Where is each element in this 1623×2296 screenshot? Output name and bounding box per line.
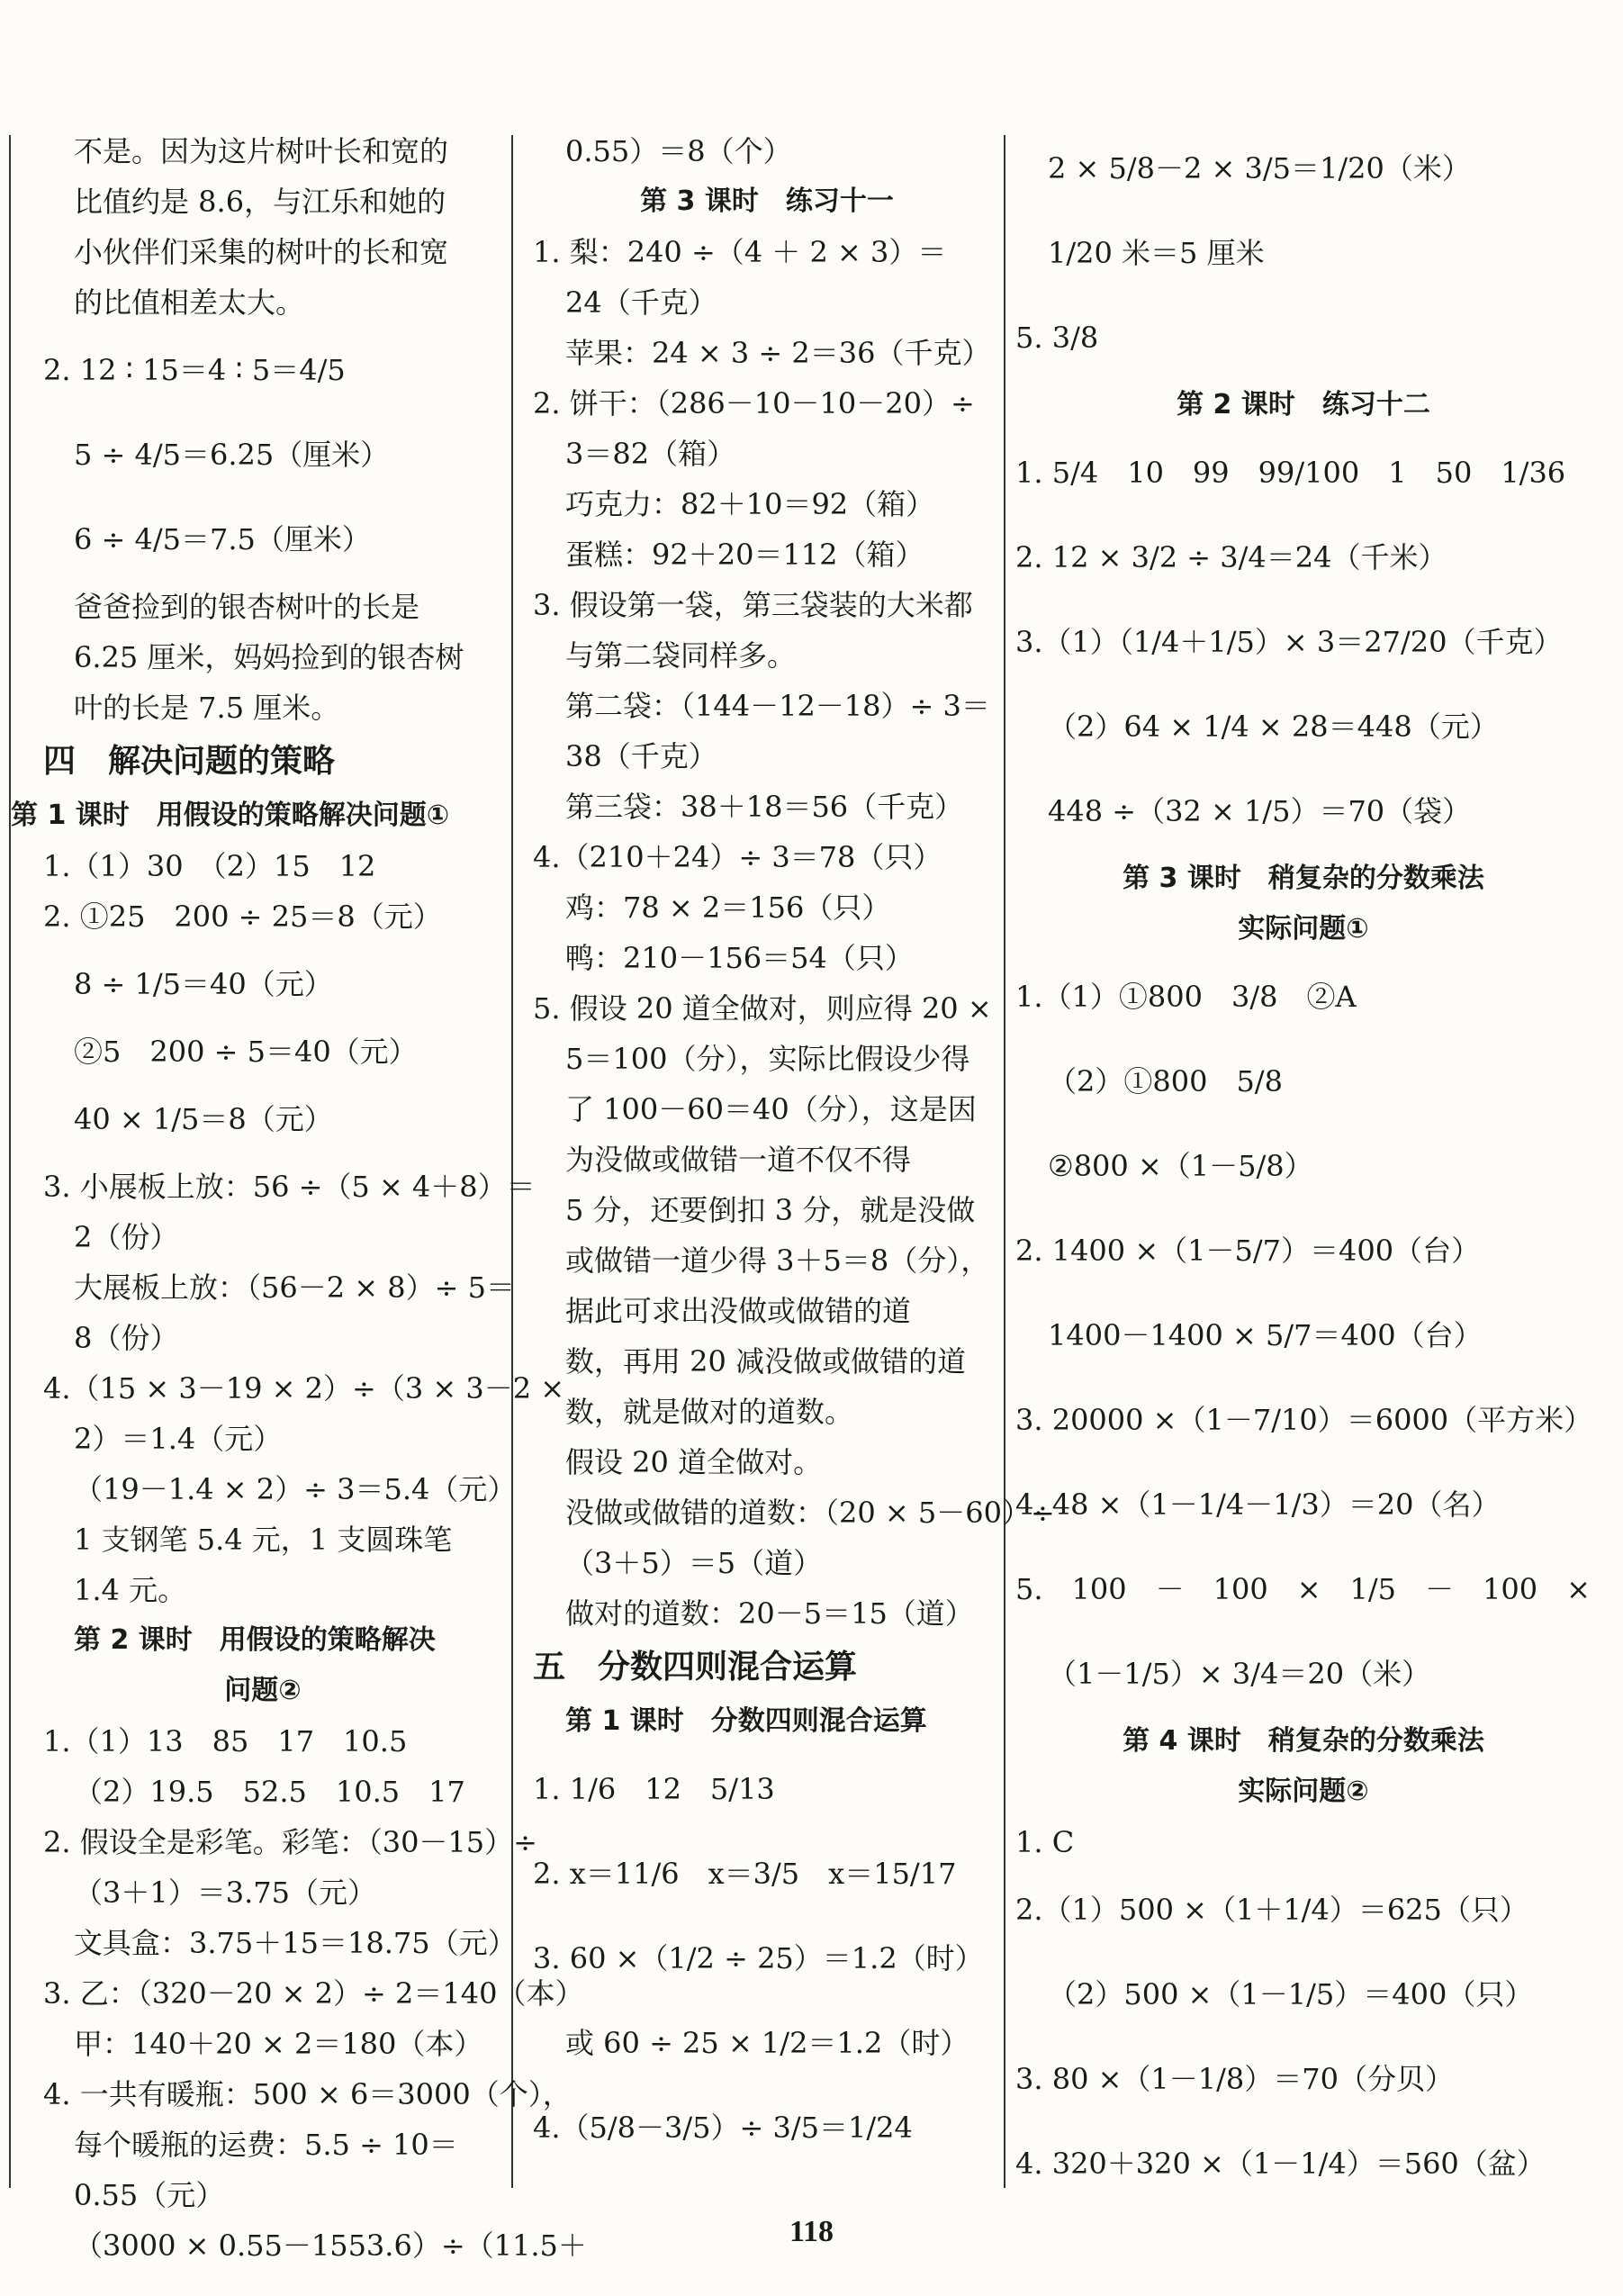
answer-line: 38（千克） (565, 739, 717, 773)
answer-line: ②5 200 ÷ 5＝40（元） (74, 1035, 418, 1069)
answer-line: ②800 ×（1－5/8） (1048, 1149, 1313, 1183)
answer-line: 2（份） (74, 1220, 179, 1254)
answer-line: 了 100－60＝40（分），这是因 (565, 1092, 977, 1126)
answer-line: 5. 100 － 100 × 1/5 － 100 × (1015, 1572, 1591, 1606)
answer-line: 数，再用 20 减没做或做错的道 (565, 1344, 967, 1379)
answer-line: 鸭：210－156＝54（只） (565, 941, 914, 975)
answer-line: （3000 × 0.55－1553.6）÷（11.5＋ (74, 2228, 587, 2263)
answer-line: 假设 20 道全做对。 (565, 1445, 823, 1479)
answer-line: （3＋5）＝5（道） (565, 1546, 823, 1580)
answer-line: 1.（1）30 （2）15 12 (43, 849, 376, 883)
answer-line: 2. 饼干：（286－10－10－20）÷ (533, 386, 975, 420)
lesson-heading: 第 1 课时 分数四则混合运算 (565, 1705, 927, 1737)
page-number: 118 (789, 2215, 834, 2248)
answer-line: 1/20 米＝5 厘米 (1048, 236, 1265, 270)
answer-line: （3＋1）＝3.75（元） (74, 1876, 376, 1910)
answer-line: 0.55）＝8（个） (565, 134, 792, 168)
answer-line: 2. 假设全是彩笔。彩笔：（30－15）÷ (43, 1825, 537, 1859)
answer-line: （2）64 × 1/4 × 28＝448（元） (1048, 710, 1499, 744)
lesson-heading: 第 3 课时 稍复杂的分数乘法 (1123, 863, 1484, 894)
answer-line: 1.（1）13 85 17 10.5 (43, 1724, 408, 1758)
answer-line: 0.55（元） (74, 2178, 225, 2212)
answer-line: 2. 12 ∶ 15＝4 ∶ 5＝4/5 (43, 353, 346, 387)
answer-line: 1. 梨：240 ÷（4 ＋ 2 × 3）＝ (533, 235, 947, 269)
answer-line: 1. 5/4 10 99 99/100 1 50 1/36 (1015, 456, 1566, 490)
answer-line: （2）500 ×（1－1/5）＝400（只） (1048, 1977, 1534, 2011)
answer-line: 叶的长是 7.5 厘米。 (74, 691, 340, 725)
answer-line: 不是。因为这片树叶长和宽的 (74, 134, 449, 168)
lesson-heading: 第 2 课时 用假设的策略解决 (74, 1624, 436, 1656)
answer-line: 2 × 5/8－2 × 3/5＝1/20（米） (1048, 151, 1471, 185)
lesson-heading: 问题② (224, 1675, 302, 1706)
answer-line: 每个暖瓶的运费：5.5 ÷ 10＝ (74, 2128, 458, 2162)
lesson-heading: 第 3 课时 练习十一 (640, 185, 894, 217)
answer-line: 4. 一共有暖瓶：500 × 6＝3000（个）， (43, 2077, 572, 2111)
answer-line: 6 ÷ 4/5＝7.5（厘米） (74, 522, 371, 556)
answer-line: 5. 3/8 (1015, 321, 1099, 355)
lesson-heading: 实际问题① (1238, 913, 1369, 945)
answer-line: 3.（1）（1/4＋1/5）× 3＝27/20（千克） (1015, 625, 1563, 659)
answer-line: 2. 1400 ×（1－5/7）＝400（台） (1015, 1234, 1481, 1268)
answer-line: 8（份） (74, 1321, 179, 1355)
answer-line: 3. 80 ×（1－1/8）＝70（分贝） (1015, 2062, 1454, 2096)
answer-line: 数，就是做对的道数。 (565, 1395, 854, 1429)
answer-line: 2.（1）500 ×（1＋1/4）＝625（只） (1015, 1893, 1528, 1927)
answer-line: 4. 48 ×（1－1/4－1/3）＝20（名） (1015, 1487, 1501, 1522)
answer-line: 1.（1）①800 3/8 ②A (1015, 980, 1357, 1014)
answer-line: 448 ÷（32 × 1/5）＝70（袋） (1048, 794, 1472, 828)
answer-line: 3. 20000 ×（1－7/10）＝6000（平方米） (1015, 1403, 1593, 1437)
answer-line: 40 × 1/5＝8（元） (74, 1102, 333, 1136)
answer-line: 5 分，还要倒扣 3 分，就是没做 (565, 1193, 976, 1227)
answer-line: 的比值相差太大。 (74, 285, 305, 320)
answer-line: 3. 60 ×（1/2 ÷ 25）＝1.2（时） (533, 1941, 984, 1975)
answer-line: 4.（5/8－3/5）÷ 3/5＝1/24 (533, 2111, 913, 2145)
answer-line: 2. ①25 200 ÷ 25＝8（元） (43, 899, 442, 934)
lesson-heading: 实际问题② (1238, 1776, 1369, 1807)
answer-line: 为没做或做错一道不仅不得 (565, 1143, 912, 1177)
answer-line: 4. 320＋320 ×（1－1/4）＝560（盆） (1015, 2147, 1546, 2181)
answer-line: 1. C (1015, 1825, 1075, 1859)
column-divider-2 (1004, 135, 1005, 2188)
answer-line: 巧克力：82＋10＝92（箱） (565, 487, 935, 521)
answer-line: 2. 12 × 3/2 ÷ 3/4＝24（千米） (1015, 540, 1447, 574)
section-heading: 四 解决问题的策略 (43, 743, 336, 780)
answer-line: 8 ÷ 1/5＝40（元） (74, 967, 333, 1001)
answer-line: 3＝82（箱） (565, 437, 736, 471)
lesson-heading: 第 4 课时 稍复杂的分数乘法 (1123, 1725, 1484, 1757)
lesson-heading: 第 2 课时 练习十二 (1177, 389, 1430, 420)
answer-line: 比值约是 8.6，与江乐和她的 (74, 185, 446, 219)
answer-line: 据此可求出没做或做错的道 (565, 1294, 912, 1328)
answer-line: 鸡：78 × 2＝156（只） (565, 890, 891, 925)
answer-line: 3. 乙：（320－20 × 2）÷ 2＝140（本） (43, 1976, 584, 2011)
answer-line: 或 60 ÷ 25 × 1/2＝1.2（时） (565, 2026, 969, 2060)
answer-line: 爸爸捡到的银杏树叶的长是 (74, 590, 420, 624)
answer-line: 第三袋：38＋18＝56（千克） (565, 790, 964, 824)
answer-line: 与第二袋同样多。 (565, 638, 797, 673)
answer-line: （1－1/5）× 3/4＝20（米） (1048, 1657, 1431, 1691)
lesson-heading: 第 1 课时 用假设的策略解决问题① (11, 800, 450, 831)
answer-line: 或做错一道少得 3＋5＝8（分）， (565, 1243, 990, 1278)
answer-line: 3. 小展板上放：56 ÷（5 × 4＋8）＝ (43, 1170, 536, 1204)
answer-line: 4.（210＋24）÷ 3＝78（只） (533, 840, 942, 874)
answer-line: 第二袋：（144－12－18）÷ 3＝ (565, 689, 990, 723)
answer-line: （2）19.5 52.5 10.5 17 (74, 1775, 465, 1809)
answer-line: 2. x＝11/6 x＝3/5 x＝15/17 (533, 1857, 957, 1891)
answer-line: 做对的道数：20－5＝15（道） (565, 1596, 974, 1631)
answer-line: 蛋糕：92＋20＝112（箱） (565, 538, 924, 572)
answer-line: 大展板上放：（56－2 × 8）÷ 5＝ (74, 1270, 515, 1305)
answer-line: 1400－1400 × 5/7＝400（台） (1048, 1318, 1483, 1352)
answer-line: 1.4 元。 (74, 1573, 187, 1607)
answer-line: （19－1.4 × 2）÷ 3＝5.4（元） (74, 1472, 517, 1506)
answer-line: 3. 假设第一袋，第三袋装的大米都 (533, 588, 973, 622)
answer-line: 1. 1/6 12 5/13 (533, 1772, 775, 1806)
answer-line: 24（千克） (565, 285, 717, 320)
answer-line: 5. 假设 20 道全做对，则应得 20 × (533, 991, 992, 1026)
answer-column-1 (11, 126, 587, 2263)
answer-line: 2）＝1.4（元） (74, 1422, 283, 1456)
answer-line: 5＝100（分），实际比假设少得 (565, 1042, 970, 1076)
answer-line: 文具盒：3.75＋15＝18.75（元） (74, 1926, 517, 1960)
answer-column-3 (1015, 126, 1593, 2181)
section-heading: 五 分数四则混合运算 (533, 1649, 858, 1686)
answer-line: 6.25 厘米，妈妈捡到的银杏树 (74, 640, 464, 674)
answer-line: 4.（15 × 3－19 × 2）÷（3 × 3－2 × (43, 1371, 565, 1406)
answer-line: 甲：140＋20 × 2＝180（本） (74, 2027, 483, 2061)
answer-line: （2）①800 5/8 (1048, 1064, 1283, 1098)
answer-line: 5 ÷ 4/5＝6.25（厘米） (74, 438, 390, 472)
answer-line: 没做或做错的道数：（20 × 5－60）÷ (565, 1496, 1055, 1530)
answer-line: 1 支钢笔 5.4 元，1 支圆珠笔 (74, 1523, 453, 1557)
answer-line: 小伙伴们采集的树叶的长和宽 (74, 235, 449, 269)
answer-line: 苹果：24 × 3 ÷ 2＝36（千克） (565, 336, 991, 370)
